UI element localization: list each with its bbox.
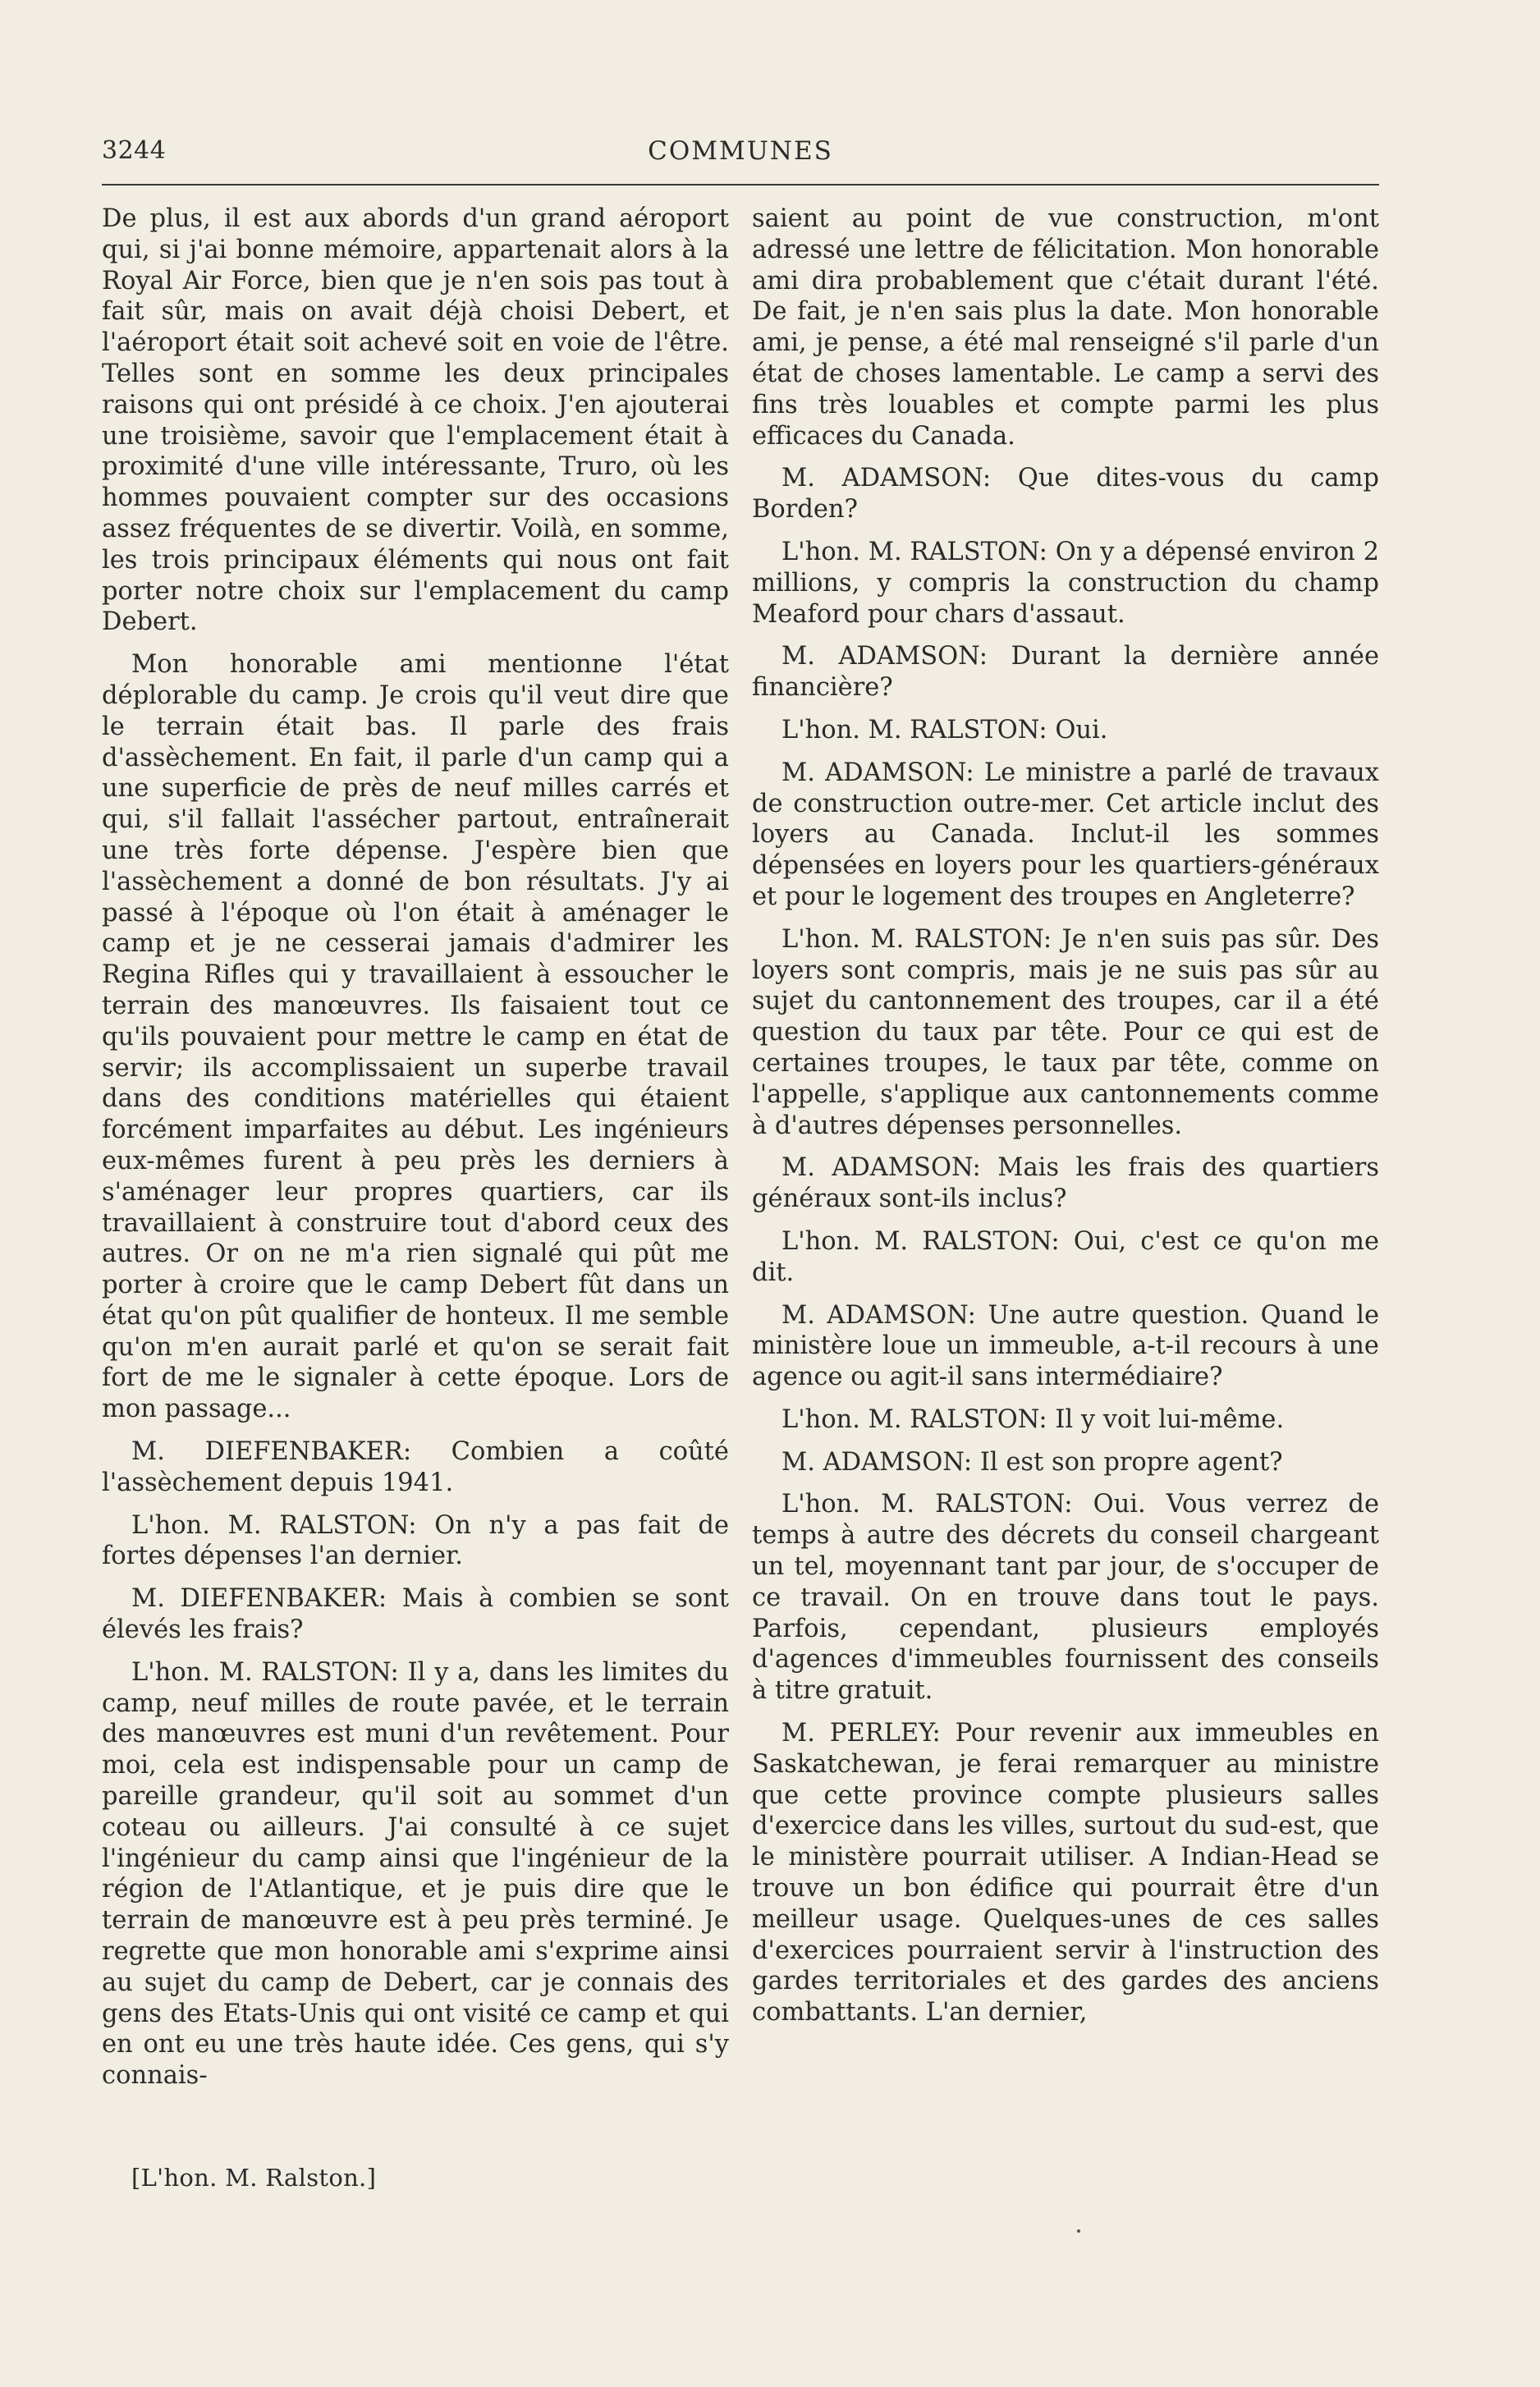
speech-paragraph: L'hon. M. RALSTON: On n'y a pas fait de fortes dépenses l'an dernier. [102,1510,729,1571]
speech-paragraph: M. DIEFENBAKER: Combien a coûté l'assèchement depuis 1941. [102,1437,729,1497]
paper-speck [1077,2229,1080,2233]
speech-paragraph: M. ADAMSON: Que dites-vous du camp Borden? [752,464,1379,525]
paragraph: saient au point de vue construction, m'ont adressé une lettre de félicitation. Mon honorable ami dira probablement que c'était durant l'été. De fait, je n'en sais plus la date. Mon honorable ami, je pense, a été mal renseigné s'il parle d'un état de choses lamentable. Le camp a servi des fins très louables et compte parmi les plus efficaces du Canada. [752,204,1379,451]
speech-paragraph: M. PERLEY: Pour revenir aux immeubles en Saskatchewan, je ferai remarquer au ministre que cette province compte plusieurs salles d'exercice dans les villes, surtout du sud-est, que le ministère pourrait utiliser. A Indian-Head se trouve un bon édifice qui pourrait être d'un meilleur usage. Quelques-unes de ces salles d'exercices pourraient servir à l'instruction des gardes territoriales et des gardes des anciens combattants. L'an dernier, [752,1719,1379,2027]
speech-paragraph: M. ADAMSON: Il est son propre agent? [781,1447,1283,1477]
running-title: COMMUNES [648,136,833,166]
speech-paragraph: M. ADAMSON: Durant la dernière année financière? [752,642,1379,703]
speech-paragraph: M. ADAMSON: Le ministre a parlé de travaux de construction outre-mer. Cet article inclut des loyers au Canada. Inclut-il les sommes dépensées en loyers pour les quartiers-généraux et pour le logement des troupes en Angleterre? [752,758,1379,911]
speech-paragraph: L'hon. M. RALSTON: On y a dépensé environ 2 millions, y compris la construction du champ Meaford pour chars d'assaut. [752,537,1379,629]
paragraph: Mon honorable ami mentionne l'état déplorable du camp. Je crois qu'il veut dire que le terrain était bas. Il parle des frais d'assèchement. En fait, il parle d'un camp qui a une superficie de près de neuf milles carrés et qui, s'il fallait l'assécher partout, entraînerait une très forte dépense. J'espère bien que l'assèchement a donné de bon résultats. J'y ai passé à l'époque où l'on était à aménager le camp et je ne cesserai jamais d'admirer les Regina Rifles qui y travaillaient à essoucher le terrain des manœuvres. Ils faisaient tout ce qu'ils pouvaient pour mettre le camp en état de servir; ils accomplissaient un superbe travail dans des conditions matérielles qui étaient forcément imparfaites au début. Les ingénieurs eux-mêmes furent à peu près les derniers à s'aménager leur propres quartiers, car ils travaillaient à construire tout d'abord ceux des autres. Or on ne m'a rien signalé qui pût me porter à croire que le camp Debert fût dans un état qu'on pût qualifier de honteux. Il me semble qu'on m'en aurait parlé et qu'on se serait fait fort de me le signaler à cette époque. Lors de mon passage... [102,650,729,1424]
speech-paragraph: L'hon. M. RALSTON: Oui. Vous verrez de temps à autre des décrets du conseil chargeant un tel, moyennant tant par jour, de s'occuper de ce travail. On en trouve dans tout le pays. Parfois, cependant, plusieurs employés d'agences d'immeubles fournissent des conseils à titre gratuit. [752,1490,1379,1706]
speech-paragraph: L'hon. M. RALSTON: Il y a, dans les limites du camp, neuf milles de route pavée, et le terrain des manœuvres est muni d'un revêtement. Pour moi, cela est indispensable pour un camp de pareille grandeur, qu'il soit au sommet d'un coteau ou ailleurs. J'ai consulté à ce sujet l'ingénieur du camp ainsi que l'ingénieur de la région de l'Atlantique, et je puis dire que le terrain de manœuvre est à peu près terminé. Je regrette que mon honorable ami s'exprime ainsi au sujet du camp de Debert, car je connais des gens des Etats-Unis qui ont visité ce camp et qui en ont eu une très haute idée. Ces gens, qui s'y connais- [102,1657,729,2091]
page-number: 3244 [102,136,167,165]
speech-paragraph: M. DIEFENBAKER: Mais à combien se sont élevés les frais? [102,1584,729,1645]
speech-paragraph: L'hon. M. RALSTON: Oui, c'est ce qu'on me dit. [752,1226,1379,1287]
left-column [102,204,729,2206]
speaker-credit: [L'hon. M. Ralston.] [131,2164,377,2192]
speech-paragraph: L'hon. M. RALSTON: Il y voit lui-même. [781,1404,1285,1434]
speech-paragraph: L'hon. M. RALSTON: Oui. [781,715,1108,745]
header-rule [102,184,1379,186]
speech-paragraph: L'hon. M. RALSTON: Je n'en suis pas sûr. Des loyers sont compris, mais je ne suis pas sûr au sujet du cantonnement des troupes, car il a été question du taux par tête. Pour ce qui est de certaines troupes, le taux par tête, comme on l'appelle, s'applique aux cantonnements comme à d'autres dépenses personnelles. [752,924,1379,1140]
paragraph: De plus, il est aux abords d'un grand aéroport qui, si j'ai bonne mémoire, appartenait alors à la Royal Air Force, bien que je n'en sois pas tout à fait sûr, mais on avait déjà choisi Debert, et l'aéroport était soit achevé soit en voie de l'être. Telles sont en somme les deux principales raisons qui ont présidé à ce choix. J'en ajouterai une troisième, savoir que l'emplacement était à proximité d'une ville intéressante, Truro, où les hommes pouvaient compter sur des occasions assez fréquentes de se divertir. Voilà, en somme, les trois principaux éléments qui nous ont fait porter notre choix sur l'emplacement du camp Debert. [102,204,729,637]
speech-paragraph: M. ADAMSON: Une autre question. Quand le ministère loue un immeuble, a-t-il recours à une agence ou agit-il sans intermédiaire? [752,1300,1379,1392]
speech-paragraph: M. ADAMSON: Mais les frais des quartiers généraux sont-ils inclus? [752,1153,1379,1214]
page-header [102,131,1379,177]
right-column [752,204,1379,2206]
